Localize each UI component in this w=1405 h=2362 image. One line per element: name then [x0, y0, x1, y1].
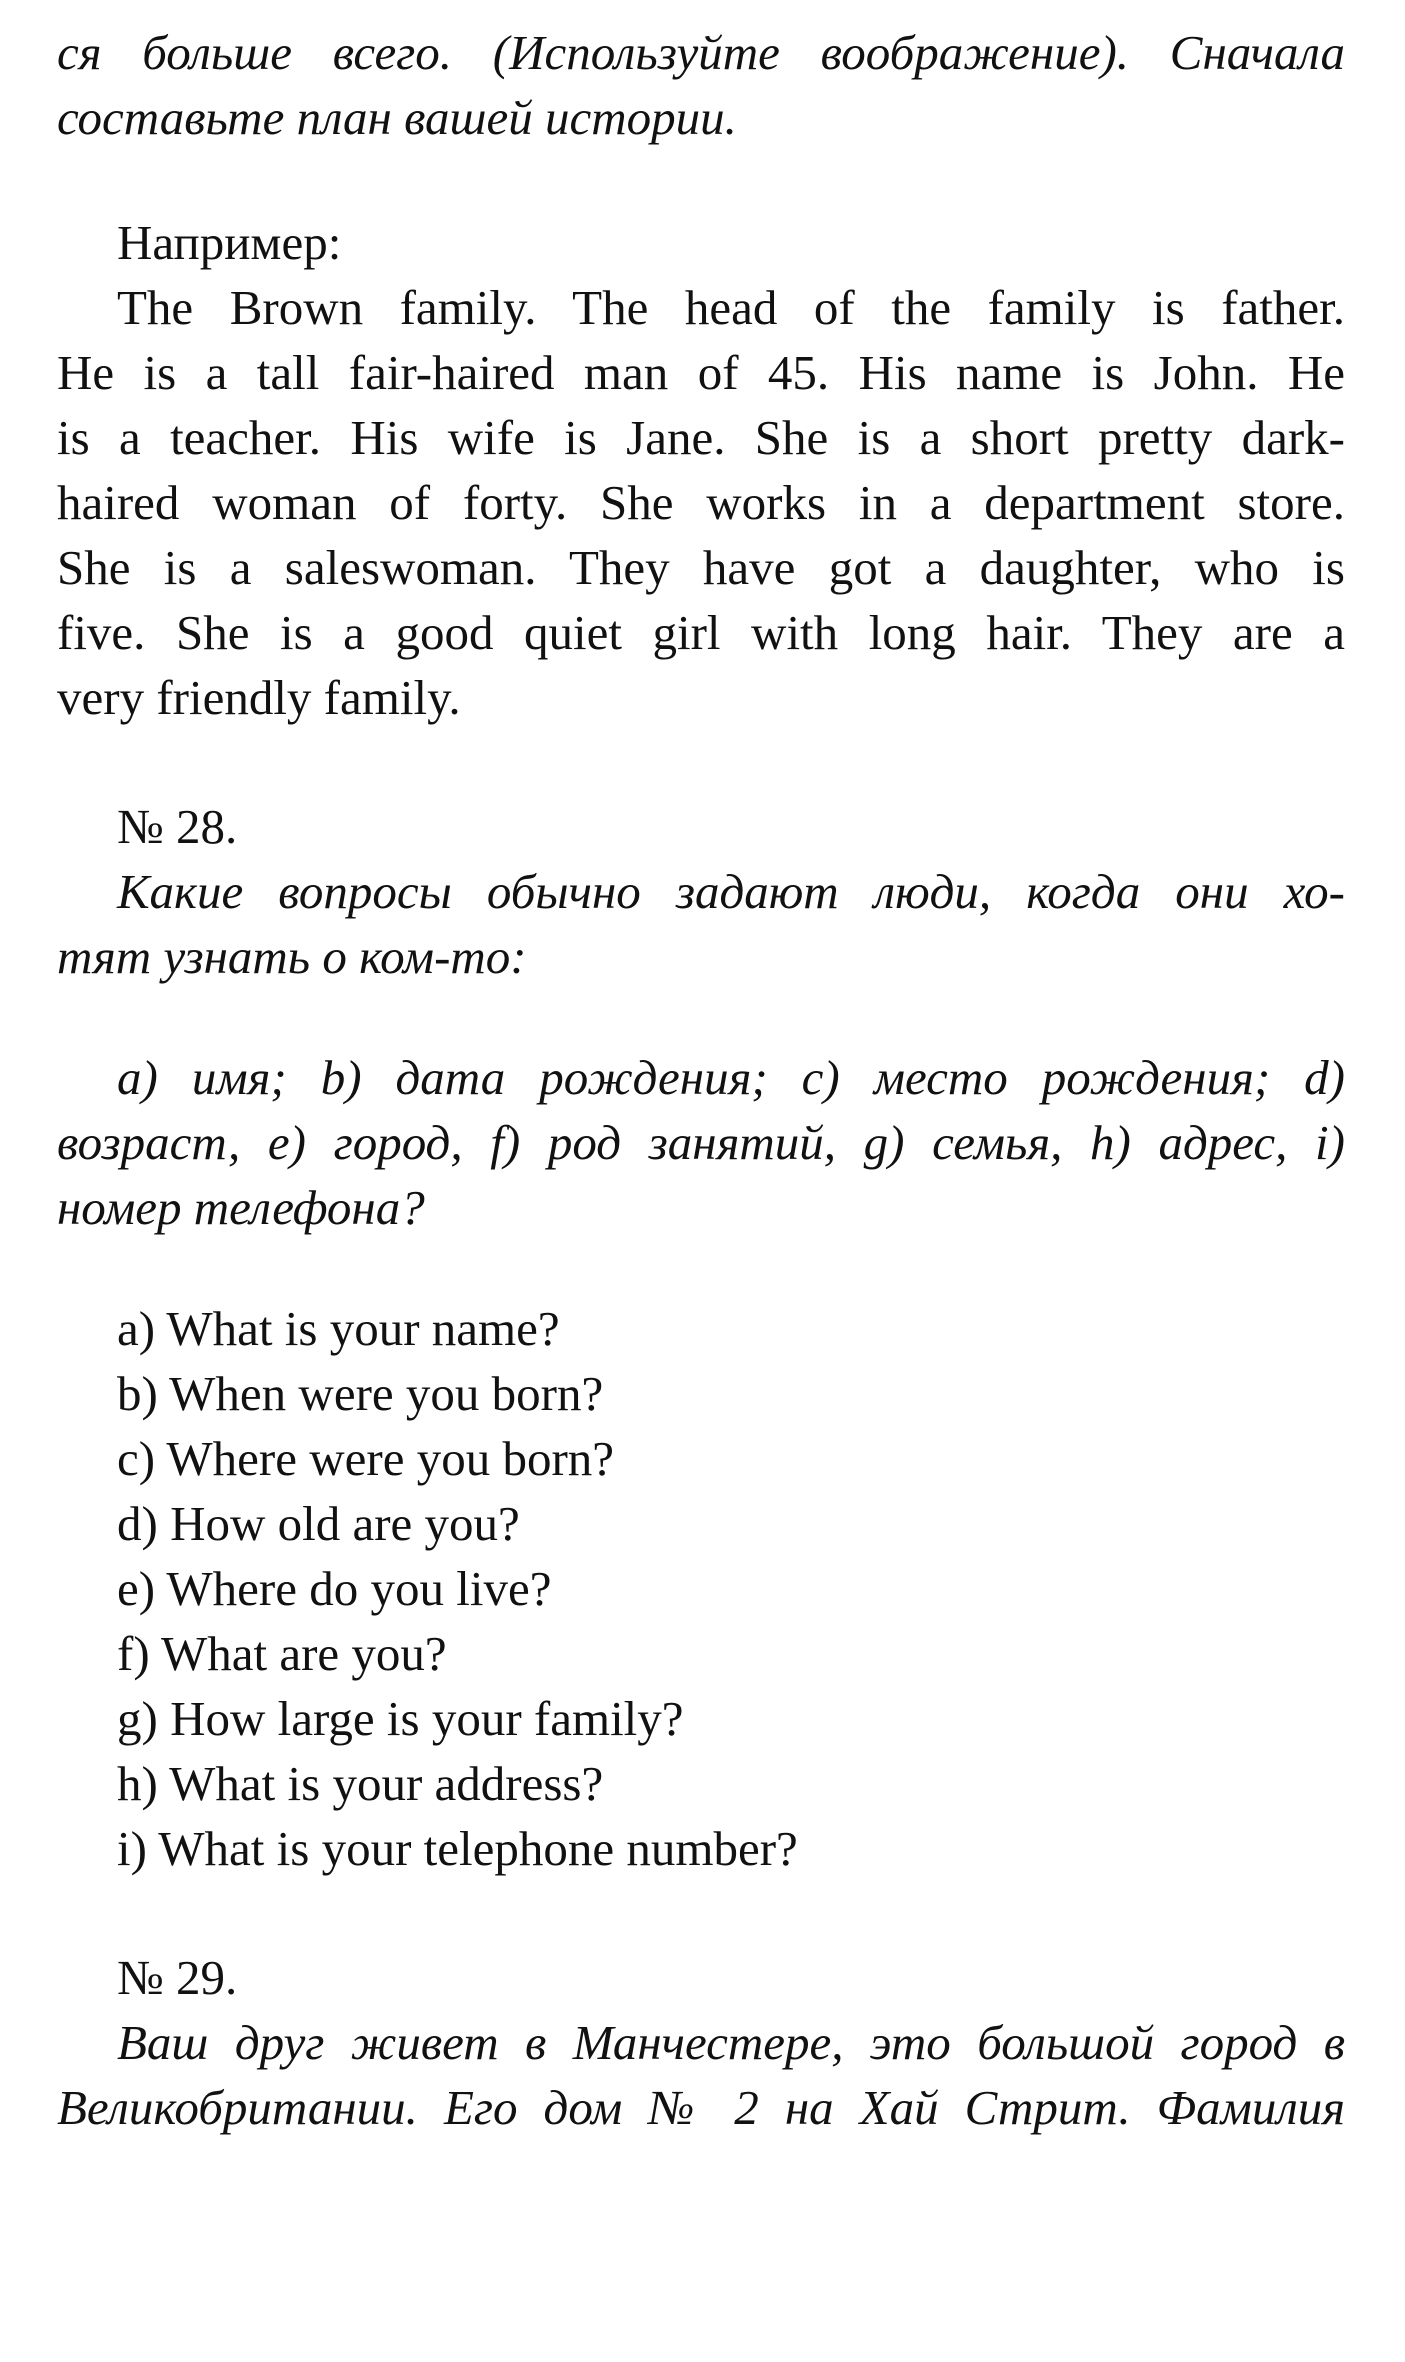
question-item: g) How large is your family? — [117, 1691, 684, 1746]
question-item: a) What is your name? — [117, 1301, 560, 1356]
intro-line: ся больше всего. (Используйте воображение). Сначала — [57, 25, 1345, 80]
example-line: She is a saleswoman. They have got a daughter, who is — [57, 540, 1345, 595]
exercise-29 — [57, 1945, 1345, 2140]
topics-line: a) имя; b) дата рождения; c) место рождения; d) — [117, 1050, 1345, 1105]
example-label: Например: — [117, 215, 342, 270]
example-line: very friendly family. — [57, 670, 461, 725]
topics-line: номер телефона? — [57, 1180, 425, 1235]
question-item: e) Where do you live? — [117, 1561, 552, 1616]
spacer — [57, 150, 1345, 210]
exercise-number: № 29. — [117, 1950, 238, 2005]
spacer — [57, 1881, 1345, 1945]
question-item: f) What are you? — [117, 1626, 447, 1681]
question-item: i) What is your telephone number? — [117, 1821, 798, 1876]
exercise-number: № 28. — [117, 799, 238, 854]
task-line: Какие вопросы обычно задают люди, когда они хо- — [117, 864, 1345, 919]
example-line: five. She is a good quiet girl with long hair. They are a — [57, 605, 1345, 660]
question-item: c) Where were you born? — [117, 1431, 615, 1486]
task-line: Ваш друг живет в Манчестере, это большой город в — [117, 2015, 1345, 2070]
example-line: is a teacher. His wife is Jane. She is a short pretty dark- — [57, 410, 1345, 465]
questions-list — [57, 1296, 1345, 1881]
question-item: d) How old are you? — [117, 1496, 520, 1551]
task-line: тят узнать о ком-то: — [57, 929, 527, 984]
example-line: The Brown family. The head of the family is father. — [117, 280, 1345, 335]
spacer — [57, 1240, 1345, 1296]
exercise-28 — [57, 794, 1345, 1881]
task-line: Великобритании. Его дом № 2 на Хай Стрит. Фамилия — [57, 2080, 1345, 2135]
textbook-page — [57, 20, 1345, 2140]
example-line: He is a tall fair-haired man of 45. His name is John. He — [57, 345, 1345, 400]
intro-line: составьте план вашей истории. — [57, 90, 737, 145]
example-block — [57, 210, 1345, 730]
question-item: h) What is your address? — [117, 1756, 604, 1811]
intro-paragraph — [57, 20, 1345, 150]
spacer — [57, 730, 1345, 794]
topics-line: возраст, e) город, f) род занятий, g) семья, h) адрес, i) — [57, 1115, 1345, 1170]
example-line: haired woman of forty. She works in a department store. — [57, 475, 1345, 530]
spacer — [57, 989, 1345, 1045]
question-item: b) When were you born? — [117, 1366, 604, 1421]
